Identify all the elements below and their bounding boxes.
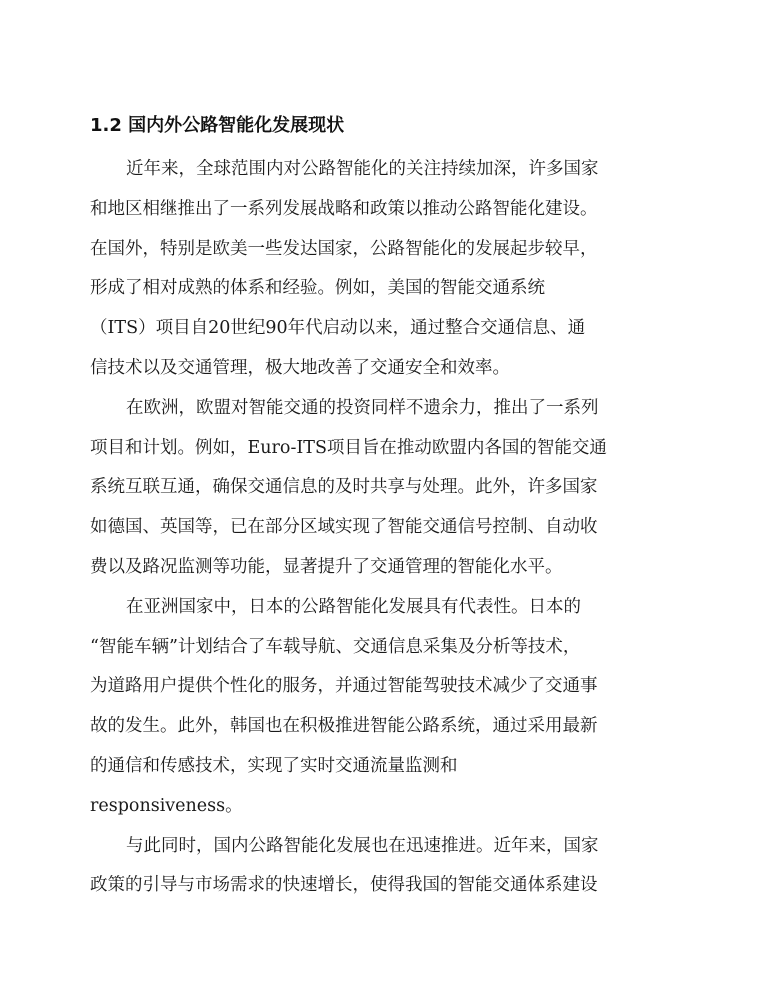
paragraph-line: 政策的引导与市场需求的快速增长，使得我国的智能交通体系建设 [90,875,598,896]
paragraph-line: “智能车辆”计划结合了车载导航、交通信息采集及分析等技术， [90,636,581,657]
paragraph-3 [90,588,680,827]
paragraph-line: 项目和计划。例如，Euro-ITS项目旨在推动欧盟内各国的智能交通 [90,437,607,458]
paragraph-line: 如德国、英国等，已在部分区域实现了智能交通信号控制、自动收 [90,517,598,538]
paragraph-line: 在亚洲国家中，日本的公路智能化发展具有代表性。日本的 [126,596,581,617]
paragraph-line: 系统互联互通，确保交通信息的及时共享与处理。此外，许多国家 [90,477,598,498]
paragraph-line: 故的发生。此外，韩国也在积极推进智能公路系统，通过采用最新 [90,716,598,737]
paragraph-line: responsiveness。 [90,795,243,816]
section-heading: 1.2 国内外公路智能化发展现状 [90,115,345,136]
paragraph-4 [90,827,680,907]
paragraph-line: 的通信和传感技术，实现了实时交通流量监测和 [90,755,458,776]
paragraph-line: 为道路用户提供个性化的服务，并通过智能驾驶技术减少了交通事 [90,676,598,697]
paragraph-line: 和地区相继推出了一系列发展战略和政策以推动公路智能化建设。 [90,198,598,219]
paragraph-line: 近年来，全球范围内对公路智能化的关注持续加深，许多国家 [126,159,599,179]
paragraph-line: 形成了相对成熟的体系和经验。例如，美国的智能交通系统 [90,278,545,299]
paragraph-line: （ITS）项目自20世纪90年代启动以来，通过整合交通信息、通 [90,318,586,339]
paragraph-line: 在欧洲，欧盟对智能交通的投资同样不遗余力，推出了一系列 [126,397,599,418]
document-page [90,112,680,906]
paragraph-line: 费以及路况监测等功能，显著提升了交通管理的智能化水平。 [90,556,563,577]
paragraph-line: 与此同时，国内公路智能化发展也在迅速推进。近年来，国家 [126,835,599,856]
paragraph-1 [90,150,680,389]
paragraph-2 [90,389,680,588]
paragraph-line: 信技术以及交通管理，极大地改善了交通安全和效率。 [90,357,510,378]
paragraph-line: 在国外，特别是欧美一些发达国家，公路智能化的发展起步较早， [90,238,598,259]
